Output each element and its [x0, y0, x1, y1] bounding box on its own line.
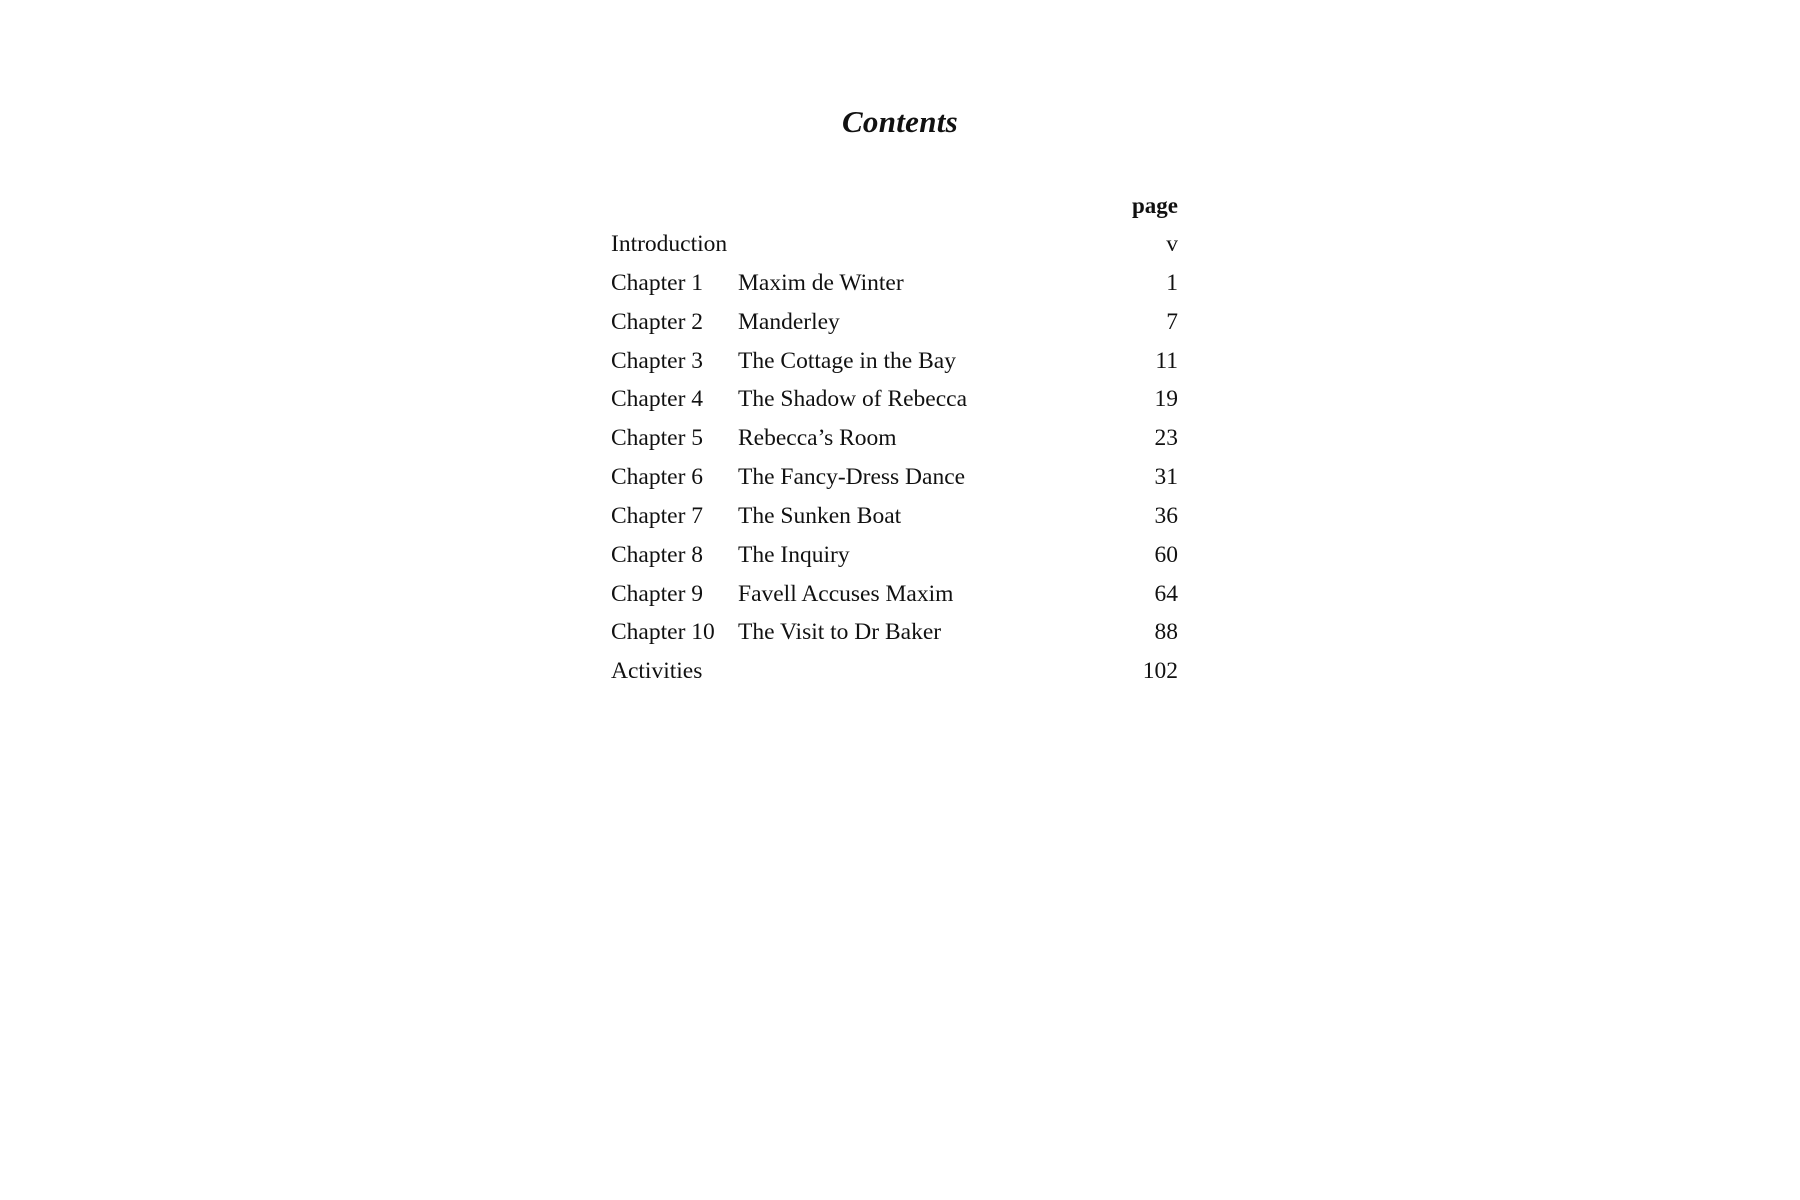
toc-entry-chapter-3: [611, 349, 1178, 388]
toc-entry-introduction: [611, 232, 1178, 271]
toc-entry-label: Chapter 9: [611, 580, 704, 607]
toc-entry-label: Chapter 8: [611, 541, 704, 568]
toc-entry-page: 7: [1166, 308, 1178, 335]
toc-entry-title: The Inquiry: [738, 541, 850, 568]
toc-entry-title: The Shadow of Rebecca: [738, 386, 968, 413]
toc-entry-activities: [611, 659, 1178, 698]
toc-entry-label: Chapter 4: [611, 386, 704, 413]
toc-list: [611, 232, 1178, 698]
toc-entry-label: Chapter 2: [611, 308, 704, 335]
toc-entry-chapter-7: [611, 504, 1178, 543]
toc-entry-label: Chapter 7: [611, 502, 704, 529]
toc-entry-title: Maxim de Winter: [738, 269, 904, 296]
toc-entry-label: Activities: [611, 658, 703, 685]
toc-entry-page: 1: [1166, 269, 1178, 296]
toc-entry-page: 31: [1154, 464, 1178, 491]
toc-entry-page: 60: [1154, 541, 1178, 568]
contents-title: Contents: [841, 104, 959, 139]
toc-entry-chapter-1: [611, 271, 1178, 310]
toc-entry-page: v: [1166, 231, 1178, 257]
toc-entry-label: Chapter 5: [611, 425, 704, 452]
toc-entry-page: 102: [1142, 658, 1178, 685]
toc-entry-page: 64: [1154, 580, 1178, 607]
toc-entry-label: Chapter 1: [611, 269, 704, 296]
toc-entry-chapter-8: [611, 543, 1178, 582]
toc-entry-page: 23: [1154, 425, 1178, 452]
toc-entry-title: The Fancy-Dress Dance: [738, 464, 966, 491]
toc-entry-chapter-2: [611, 310, 1178, 349]
toc-entry-chapter-4: [611, 387, 1178, 426]
page-column-header: page: [1132, 193, 1178, 218]
toc-entry-title: Favell Accuses Maxim: [738, 580, 954, 607]
toc-entry-title: The Sunken Boat: [738, 502, 902, 529]
toc-entry-chapter-5: [611, 426, 1178, 465]
toc-entry-page: 88: [1154, 619, 1178, 646]
toc-entry-label: Chapter 10: [611, 619, 715, 646]
toc-entry-chapter-10: [611, 620, 1178, 659]
toc-entry-chapter-9: [611, 582, 1178, 621]
toc-entry-label: Introduction: [611, 231, 728, 257]
toc-entry-label: Chapter 3: [611, 347, 704, 374]
toc-entry-page: 36: [1154, 502, 1178, 529]
table-of-contents: [611, 193, 1178, 698]
toc-entry-title: Rebecca’s Room: [738, 425, 897, 452]
toc-entry-chapter-6: [611, 465, 1178, 504]
toc-entry-title: Manderley: [738, 308, 840, 335]
toc-entry-label: Chapter 6: [611, 464, 704, 491]
toc-entry-page: 11: [1155, 347, 1178, 374]
toc-entry-title: The Cottage in the Bay: [738, 347, 956, 374]
toc-entry-page: 19: [1154, 386, 1178, 413]
toc-entry-title: The Visit to Dr Baker: [738, 619, 942, 646]
